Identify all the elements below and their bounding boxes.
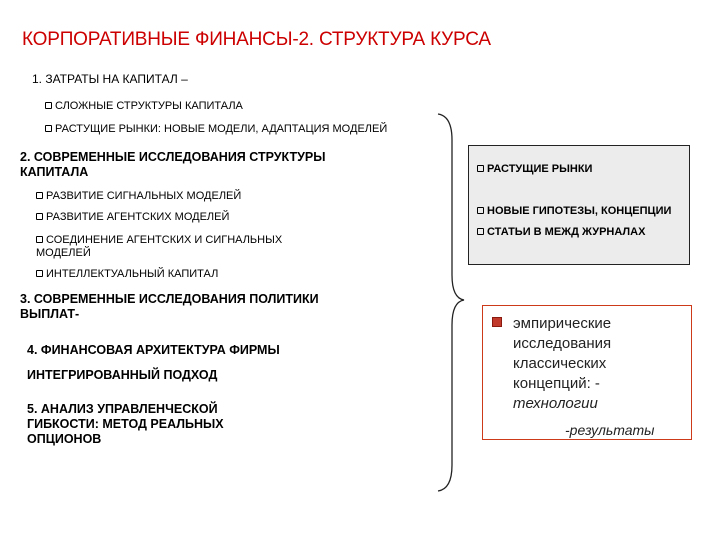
list-item xyxy=(477,205,671,217)
checkbox-bullet-icon xyxy=(36,213,43,220)
results-label: -результаты xyxy=(565,422,655,438)
list-item-label: СОЕДИНЕНИЕ АГЕНТСКИХ И СИГНАЛЬНЫХ МОДЕЛЕЙ xyxy=(36,234,283,259)
page-title: КОРПОРАТИВНЫЕ ФИНАНСЫ-2. СТРУКТУРА КУРСА xyxy=(22,29,491,50)
section-3-heading-line-1: 3. СОВРЕМЕННЫЕ ИССЛЕДОВАНИЯ ПОЛИТИКИ xyxy=(20,292,319,306)
list-item-label: РАСТУЩИЕ РЫНКИ: НОВЫЕ МОДЕЛИ, АДАПТАЦИЯ МОДЕЛЕЙ xyxy=(55,123,388,135)
list-item-label: НОВЫЕ ГИПОТЕЗЫ, КОНЦЕПЦИИ xyxy=(487,205,672,217)
curly-brace-icon xyxy=(428,110,468,495)
checkbox-bullet-icon xyxy=(36,270,43,277)
list-item-label: РАЗВИТИЕ АГЕНТСКИХ МОДЕЛЕЙ xyxy=(46,211,230,223)
list-item xyxy=(477,163,592,175)
section-2-heading-line-2: КАПИТАЛА xyxy=(20,165,89,179)
empirical-research-text xyxy=(513,314,611,414)
section-2-heading xyxy=(20,150,325,180)
list-item xyxy=(36,211,229,224)
section-5-heading xyxy=(27,402,224,447)
checkbox-bullet-icon xyxy=(36,192,43,199)
checkbox-bullet-icon xyxy=(477,165,484,172)
text-line: исследования xyxy=(513,335,612,352)
research-topics-box xyxy=(468,145,690,265)
text-line: концепций: - xyxy=(513,375,600,392)
section-5-line-3: ОПЦИОНОВ xyxy=(27,432,102,446)
square-bullet-icon xyxy=(492,317,502,327)
list-item xyxy=(45,100,243,113)
list-item-label: СЛОЖНЫЕ СТРУКТУРЫ КАПИТАЛА xyxy=(55,100,243,112)
list-item-label: СТАТЬИ В МЕЖД ЖУРНАЛАХ xyxy=(487,226,646,238)
list-item xyxy=(477,226,645,238)
section-2-heading-line-1: 2. СОВРЕМЕННЫЕ ИССЛЕДОВАНИЯ СТРУКТУРЫ xyxy=(20,150,326,164)
list-item-label: ИНТЕЛЛЕКТУАЛЬНЫЙ КАПИТАЛ xyxy=(46,268,219,280)
text-line: эмпирические xyxy=(513,315,612,332)
section-3-heading xyxy=(20,292,319,322)
text-line: классических xyxy=(513,355,607,372)
checkbox-bullet-icon xyxy=(477,228,484,235)
empirical-research-box xyxy=(482,305,692,440)
section-4-subheading: ИНТЕГРИРОВАННЫЙ ПОДХОД xyxy=(27,368,218,382)
section-3-heading-line-2: ВЫПЛАТ- xyxy=(20,307,80,321)
checkbox-bullet-icon xyxy=(45,125,52,132)
section-5-line-2: ГИБКОСТИ: МЕТОД РЕАЛЬНЫХ xyxy=(27,417,224,431)
list-item-label: РАЗВИТИЕ СИГНАЛЬНЫХ МОДЕЛЕЙ xyxy=(46,190,242,202)
section-5-line-1: 5. АНАЛИЗ УПРАВЛЕНЧЕСКОЙ xyxy=(27,402,218,416)
checkbox-bullet-icon xyxy=(45,102,52,109)
checkbox-bullet-icon xyxy=(36,236,43,243)
list-item xyxy=(45,123,387,136)
checkbox-bullet-icon xyxy=(477,207,484,214)
list-item-label: РАСТУЩИЕ РЫНКИ xyxy=(487,163,593,175)
list-item xyxy=(36,234,318,260)
text-line: технологии xyxy=(513,395,598,412)
list-item xyxy=(36,268,218,281)
section-1-heading: 1. ЗАТРАТЫ НА КАПИТАЛ – xyxy=(32,72,188,86)
section-4-heading: 4. ФИНАНСОВАЯ АРХИТЕКТУРА ФИРМЫ xyxy=(27,343,280,357)
list-item xyxy=(36,190,241,203)
